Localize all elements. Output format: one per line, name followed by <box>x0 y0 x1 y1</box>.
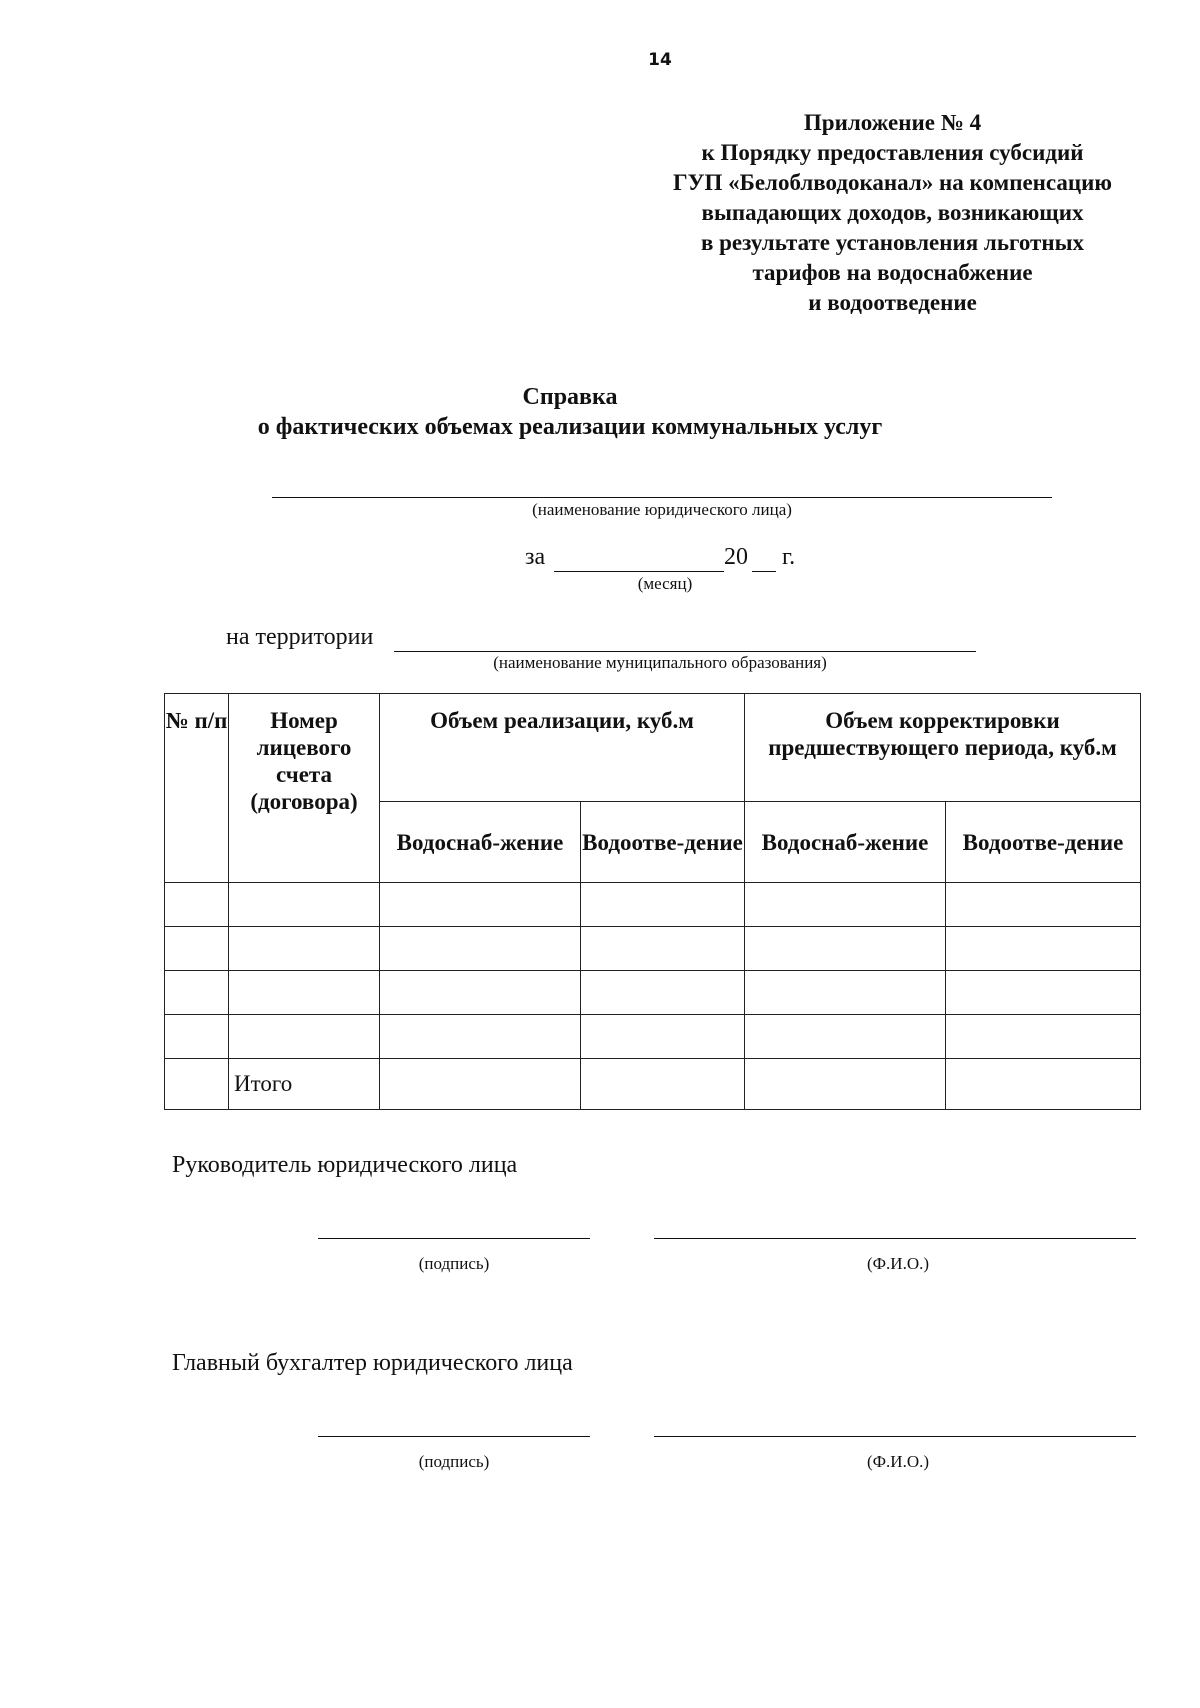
total-cell[interactable] <box>581 1059 745 1110</box>
table-cell[interactable] <box>229 883 380 927</box>
page-number: 14 <box>648 50 672 70</box>
header-correction: Объем корректировки предшествующего периода, куб.м <box>745 694 1141 802</box>
month-caption: (месяц) <box>637 574 693 593</box>
table-cell[interactable] <box>380 883 581 927</box>
year-line[interactable] <box>752 571 776 572</box>
table-cell[interactable] <box>229 927 380 971</box>
accountant-name-caption: (Ф.И.О.) <box>866 1452 930 1471</box>
title-line-1: Справка <box>522 384 618 410</box>
table-cell[interactable] <box>380 971 581 1015</box>
subheader-water-disposal: Водоотве-дение <box>581 802 745 883</box>
total-cell[interactable] <box>380 1059 581 1110</box>
table-cell[interactable] <box>229 971 380 1015</box>
legal-entity-caption: (наименование юридического лица) <box>532 500 792 519</box>
total-label: Итого <box>229 1059 380 1110</box>
appendix-line: к Порядку предоставления субсидий <box>701 140 1084 165</box>
report-table <box>164 693 1141 1110</box>
table-row <box>165 971 1141 1015</box>
period-prefix: за <box>525 544 546 570</box>
appendix-line: Приложение № 4 <box>803 110 982 135</box>
table-row <box>165 883 1141 927</box>
table-cell[interactable] <box>165 883 229 927</box>
table-row <box>165 1015 1141 1059</box>
head-title: Руководитель юридического лица <box>172 1152 518 1178</box>
appendix-line: и водоотведение <box>808 290 977 315</box>
accountant-signature-caption: (подпись) <box>418 1452 490 1471</box>
appendix-line: выпадающих доходов, возникающих <box>701 200 1084 225</box>
table-cell[interactable] <box>745 883 946 927</box>
accountant-signature-line[interactable] <box>318 1436 590 1437</box>
subheader-water-supply: Водоснаб-жение <box>380 802 581 883</box>
table-cell[interactable] <box>946 927 1141 971</box>
subheader-corr-water-supply: Водоснаб-жение <box>745 802 946 883</box>
head-signature-line[interactable] <box>318 1238 590 1239</box>
accountant-name-line[interactable] <box>654 1436 1136 1437</box>
document-title <box>200 382 940 442</box>
title-line-2: о фактических объемах реализации коммунальных услуг <box>257 414 883 440</box>
table-row <box>165 927 1141 971</box>
appendix-line: тарифов на водоснабжение <box>752 260 1033 285</box>
table-cell[interactable] <box>946 971 1141 1015</box>
territory-label: на территории <box>226 624 374 650</box>
table-cell[interactable] <box>745 971 946 1015</box>
table-cell[interactable] <box>581 927 745 971</box>
head-name-caption: (Ф.И.О.) <box>866 1254 930 1273</box>
accountant-title: Главный бухгалтер юридического лица <box>172 1350 573 1376</box>
table-cell[interactable] <box>165 1059 229 1110</box>
table-cell[interactable] <box>165 971 229 1015</box>
period-year: 20 <box>724 544 748 570</box>
month-line[interactable] <box>554 571 724 572</box>
appendix-line: в результате установления льготных <box>700 230 1085 255</box>
table-cell[interactable] <box>165 1015 229 1059</box>
table-cell[interactable] <box>946 883 1141 927</box>
territory-caption: (наименование муниципального образования) <box>493 653 827 672</box>
table-cell[interactable] <box>165 927 229 971</box>
table-cell[interactable] <box>946 1015 1141 1059</box>
appendix-header <box>620 108 1165 318</box>
table-cell[interactable] <box>229 1015 380 1059</box>
table-cell[interactable] <box>745 927 946 971</box>
table-cell[interactable] <box>581 971 745 1015</box>
table-cell[interactable] <box>380 927 581 971</box>
legal-entity-line[interactable] <box>272 497 1052 498</box>
table-cell[interactable] <box>380 1015 581 1059</box>
head-signature-caption: (подпись) <box>418 1254 490 1273</box>
head-name-line[interactable] <box>654 1238 1136 1239</box>
total-row <box>165 1059 1141 1110</box>
subheader-corr-water-disposal: Водоотве-дение <box>946 802 1141 883</box>
header-number: № п/п <box>165 694 229 883</box>
appendix-line: ГУП «Белоблводоканал» на компенсацию <box>672 170 1112 195</box>
total-cell[interactable] <box>745 1059 946 1110</box>
header-account: Номер лицевого счета (договора) <box>229 694 380 883</box>
table-cell[interactable] <box>745 1015 946 1059</box>
period-suffix: г. <box>782 544 796 570</box>
header-volume: Объем реализации, куб.м <box>380 694 745 802</box>
territory-line[interactable] <box>394 651 976 652</box>
table-cell[interactable] <box>581 883 745 927</box>
total-cell[interactable] <box>946 1059 1141 1110</box>
table-cell[interactable] <box>581 1015 745 1059</box>
